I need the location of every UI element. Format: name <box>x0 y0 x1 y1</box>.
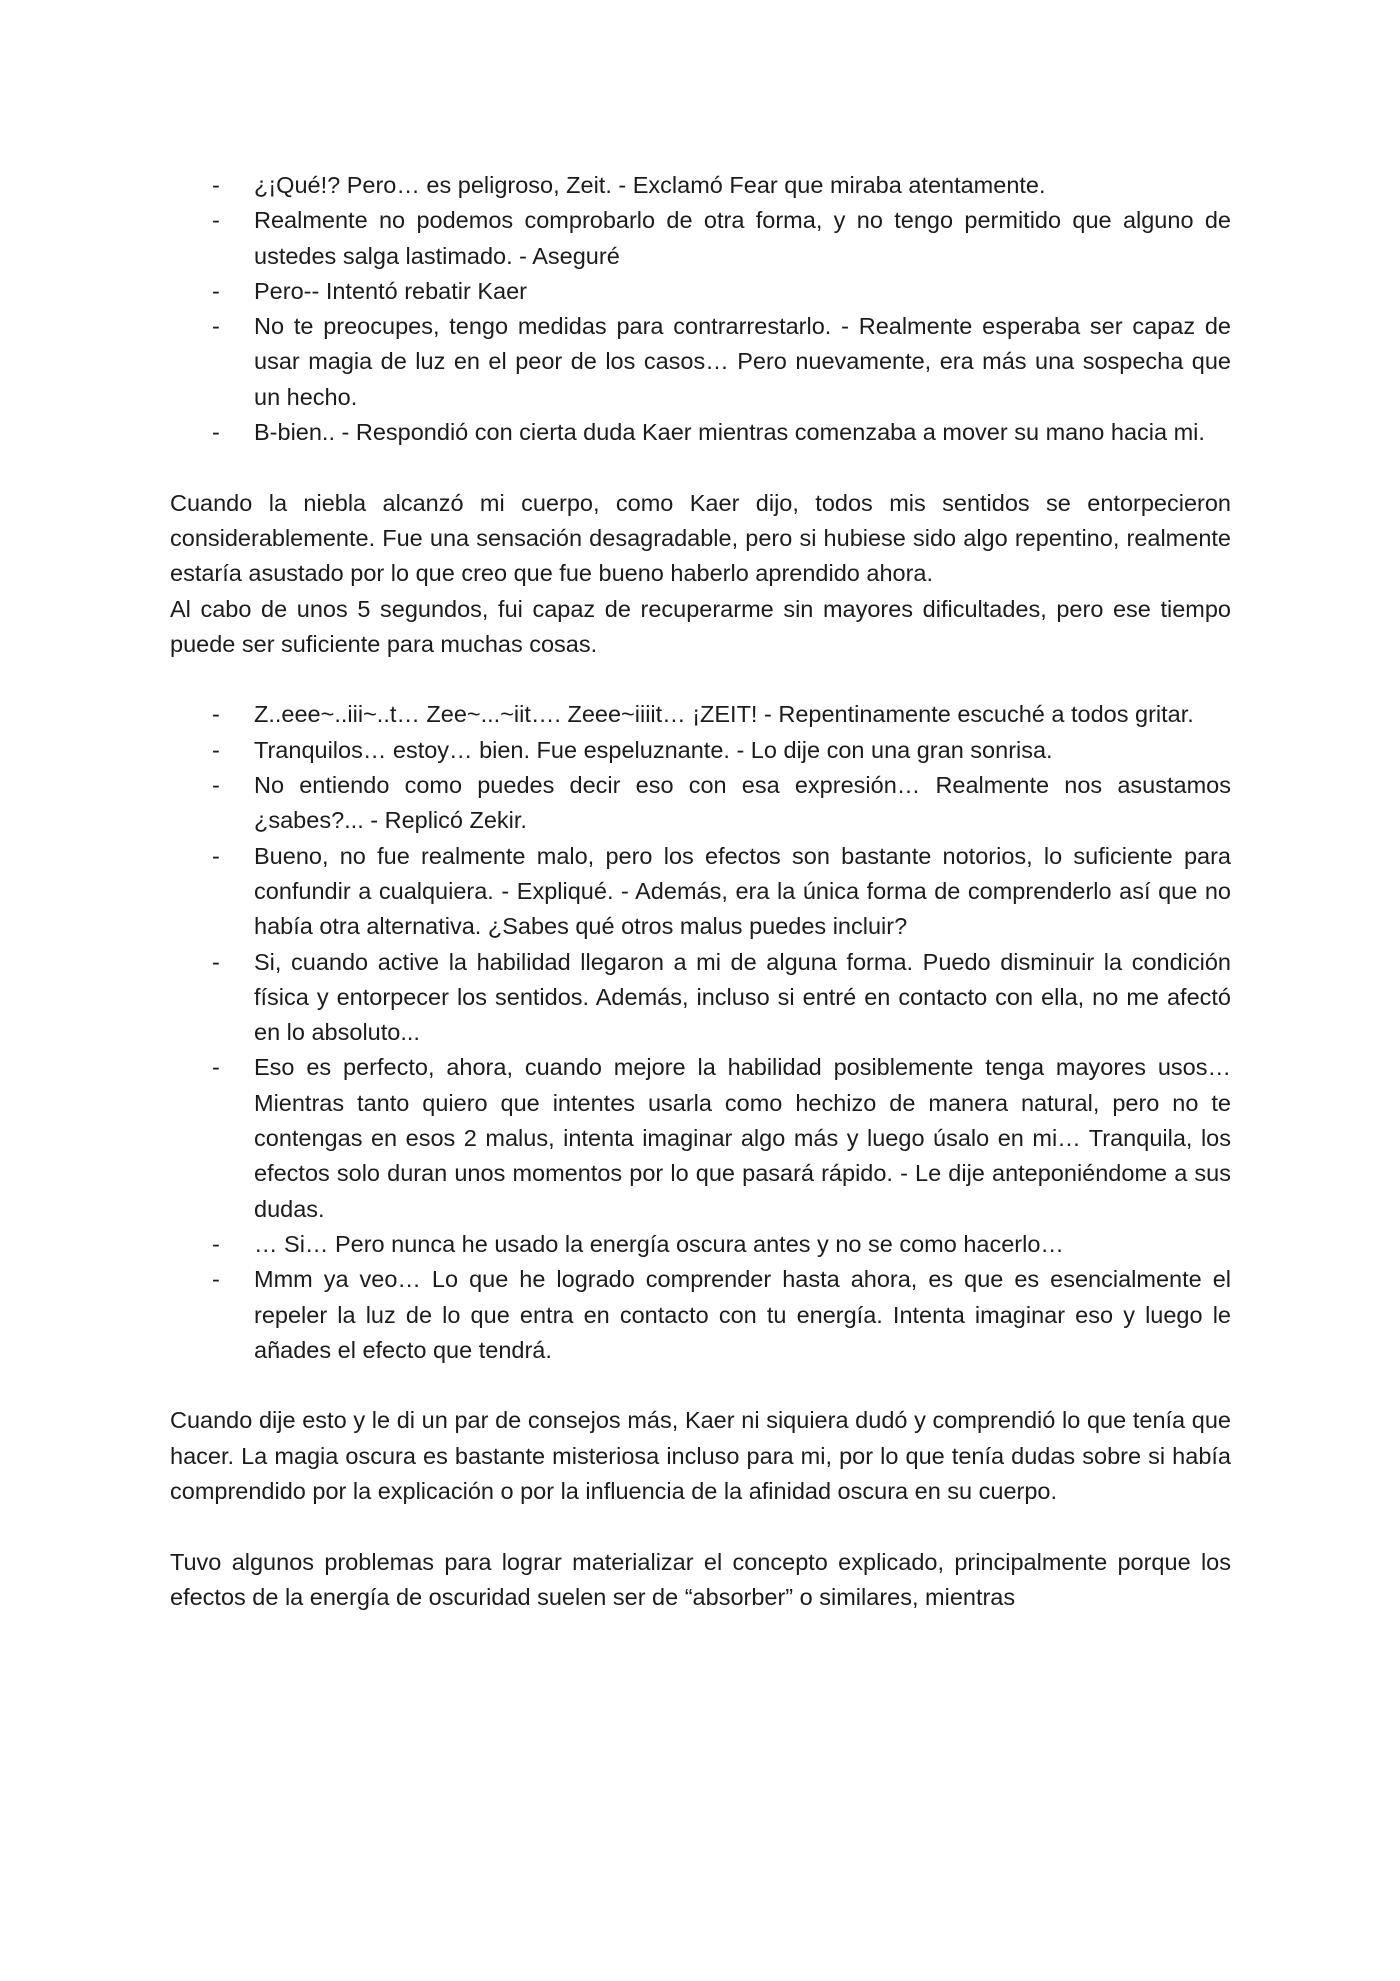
dialogue-line <box>170 697 1231 732</box>
dash-marker: - <box>212 1054 220 1081</box>
narration-paragraph: Al cabo de unos 5 segundos, fui capaz de recuperarme sin mayores dificultades, pero ese tiempo puede ser suficiente para muchas cosas. <box>170 595 1231 657</box>
dialogue-line <box>170 733 1231 768</box>
paragraph-gap <box>170 1368 1231 1403</box>
dialogue-line <box>170 415 1231 450</box>
dialogue-line <box>170 168 1231 203</box>
dash-marker: - <box>212 1266 220 1293</box>
dash-marker: - <box>212 772 220 799</box>
dialogue-line <box>170 768 1231 839</box>
narration-paragraph: Cuando la niebla alcanzó mi cuerpo, como Kaer dijo, todos mis sentidos se entorpecieron considerablemente. Fue una sensación desagradable, pero si hubiese sido algo repentino, realmente estaría asustado por lo que creo que fue bueno haberlo aprendido ahora. <box>170 489 1231 587</box>
dialogue-line <box>170 1050 1231 1226</box>
dash-marker: - <box>212 1230 220 1257</box>
dialogue-text: … Si… Pero nunca he usado la energía oscura antes y no se como hacerlo… <box>254 1230 1064 1257</box>
dialogue-text: Mmm ya veo… Lo que he logrado comprender hasta ahora, es que es esencialmente el repeler la luz de lo que entra en contacto con tu energía. Intenta imaginar eso y luego le añades el efecto que tendrá. <box>254 1266 1231 1363</box>
dialogue-text: Realmente no podemos comprobarlo de otra forma, y no tengo permitido que alguno de ustedes salga lastimado. - Aseguré <box>254 207 1231 269</box>
dialogue-line <box>170 1262 1231 1368</box>
dash-marker: - <box>212 172 220 198</box>
dash-marker: - <box>212 277 220 304</box>
dialogue-text: No entiendo como puedes decir eso con esa expresión… Realmente nos asustamos ¿sabes?... - Replicó Zekir. <box>254 772 1231 834</box>
dash-marker: - <box>212 736 220 763</box>
narration-paragraph: Cuando dije esto y le di un par de consejos más, Kaer ni siquiera dudó y comprendió lo que tenía que hacer. La magia oscura es bastante misteriosa incluso para mi, por lo que tenía dudas sobre si había comprendido por la explicación o por la influencia de la afinidad oscura en su cuerpo. <box>170 1407 1231 1504</box>
dash-marker: - <box>212 207 220 234</box>
dialogue-text: Pero-- Intentó rebatir Kaer <box>254 277 527 304</box>
dialogue-list-1 <box>170 168 1231 450</box>
dialogue-line <box>170 309 1231 415</box>
dialogue-text: Si, cuando active la habilidad llegaron a mi de alguna forma. Puedo disminuir la condición física y entorpecer los sentidos. Además, incluso si entré en contacto con ella, no me afectó en lo absoluto... <box>254 948 1231 1046</box>
dialogue-line <box>170 945 1231 1051</box>
dash-marker: - <box>212 419 220 446</box>
dialogue-text: B-bien.. - Respondió con cierta duda Kaer mientras comenzaba a mover su mano hacia mi. <box>254 419 1205 446</box>
dialogue-text: No te preocupes, tengo medidas para contrarrestarlo. - Realmente esperaba ser capaz de usar magia de luz en el peor de los casos… Pero nuevamente, era más una sospecha que un hecho. <box>254 313 1231 410</box>
dialogue-list-2 <box>170 697 1231 1368</box>
dash-marker: - <box>212 948 220 975</box>
paragraph-gap <box>170 450 1231 485</box>
narration-paragraph: Tuvo algunos problemas para lograr materializar el concepto explicado, principalmente porque los efectos de la energía de oscuridad suelen ser de “absorber” o similares, mientras <box>170 1548 1231 1610</box>
paragraph-gap <box>170 662 1231 697</box>
dialogue-text: Z..eee~..iii~..t… Zee~...~iit…. Zeee~iiiit… ¡ZEIT! - Repentinamente escuché a todos gritar. <box>254 701 1194 728</box>
paragraph-gap <box>170 1509 1231 1544</box>
dialogue-text: Tranquilos… estoy… bien. Fue espeluznante. - Lo dije con una gran sonrisa. <box>254 736 1053 763</box>
document-body <box>170 168 1231 1615</box>
dialogue-text: Bueno, no fue realmente malo, pero los efectos son bastante notorios, lo suficiente para confundir a cualquiera. - Expliqué. - Además, era la única forma de comprenderlo así que no había otra alternativa. ¿Sabes qué otros malus puedes incluir? <box>254 842 1231 940</box>
dialogue-line <box>170 274 1231 309</box>
dash-marker: - <box>212 842 220 869</box>
dash-marker: - <box>212 313 220 340</box>
dialogue-text: Eso es perfecto, ahora, cuando mejore la habilidad posiblemente tenga mayores usos… Mientras tanto quiero que intentes usarla como hechizo de manera natural, pero no te contengas en esos 2 malus, intenta imaginar algo más y luego úsalo en mi… Tranquila, los efectos solo duran unos momentos por lo que pasará rápido. - Le dije anteponiéndome a sus dudas. <box>254 1054 1231 1222</box>
dialogue-line <box>170 839 1231 945</box>
dash-marker: - <box>212 701 220 728</box>
dialogue-line <box>170 203 1231 274</box>
dialogue-line <box>170 1227 1231 1262</box>
dialogue-text: ¿¡Qué!? Pero… es peligroso, Zeit. - Exclamó Fear que miraba atentamente. <box>254 172 1046 198</box>
